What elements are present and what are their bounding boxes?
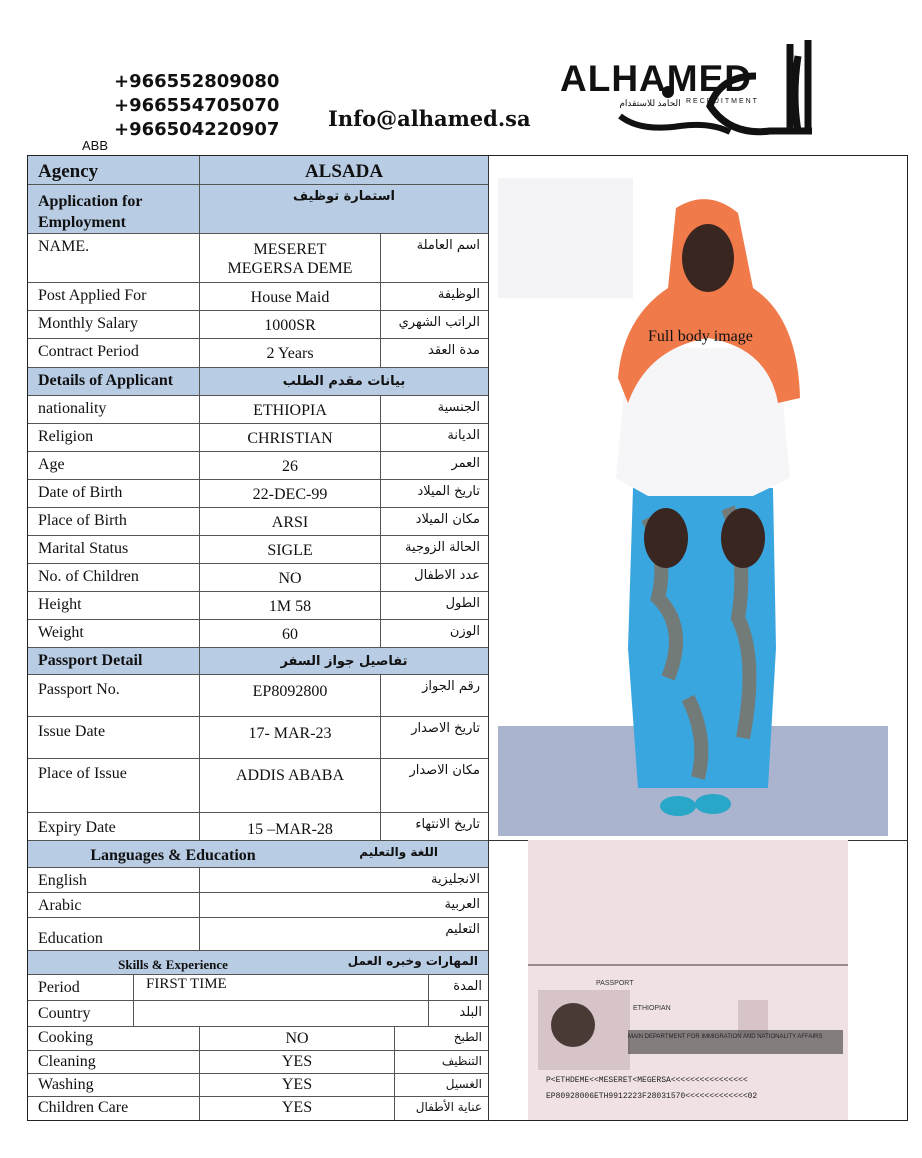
detail-value: NO xyxy=(200,564,381,591)
detail-label: Weight xyxy=(28,620,200,647)
detail-value: 60 xyxy=(200,620,381,647)
skill-row xyxy=(28,1097,488,1120)
agency-label: Agency xyxy=(28,156,200,184)
field-label: Contract Period xyxy=(28,339,200,367)
field-label: Post Applied For xyxy=(28,283,200,310)
phone-numbers xyxy=(114,70,279,142)
passport-value: 15 –MAR-28 xyxy=(200,813,381,840)
detail-arabic: العمر xyxy=(451,456,480,471)
detail-arabic: تاريخ الميلاد xyxy=(417,484,480,499)
agency-value: ALSADA xyxy=(304,161,384,182)
detail-arabic: الحالة الزوجية xyxy=(405,540,480,555)
skill-label: Children Care xyxy=(28,1097,200,1120)
language-arabic: التعليم xyxy=(445,922,480,937)
section-label: Details of Applicant xyxy=(28,368,200,395)
passport-scan xyxy=(528,840,848,1120)
detail-arabic: مكان الميلاد xyxy=(415,512,480,527)
detail-label: Date of Birth xyxy=(28,480,200,507)
passport-arabic: تاريخ الاصدار xyxy=(411,721,480,736)
agency-row xyxy=(28,156,488,185)
detail-arabic: الطول xyxy=(445,596,480,611)
office-code: ABB xyxy=(82,138,109,153)
experience-label: Country xyxy=(28,1001,134,1026)
email-address: Info@alhamed.sa xyxy=(328,106,531,131)
detail-row xyxy=(28,536,488,564)
language-row xyxy=(28,918,488,951)
logo-arabic-text: الحامد للاستقدام xyxy=(619,98,681,108)
phone-number: +966552809080 xyxy=(114,71,280,92)
field-value: House Maid xyxy=(200,283,381,310)
detail-label: Religion xyxy=(28,424,200,451)
field-row xyxy=(28,283,488,311)
section-arabic: بيانات مقدم الطلب xyxy=(282,374,406,389)
language-label: Education xyxy=(28,918,200,950)
skill-arabic: التنظيف xyxy=(441,1054,482,1068)
language-arabic: الانجليزية xyxy=(430,872,480,887)
skill-label: Cooking xyxy=(28,1027,200,1050)
skill-row xyxy=(28,1074,488,1097)
detail-value: 22-DEC-99 xyxy=(200,480,381,507)
language-value xyxy=(200,893,381,917)
experience-value: FIRST TIME xyxy=(134,975,429,1000)
detail-row xyxy=(28,508,488,536)
passport-mrz-line: P<ETHDEME<<MESERET<MEGERSA<<<<<<<<<<<<<<<< xyxy=(546,1076,748,1085)
language-row xyxy=(28,893,488,918)
experience-arabic: المدة xyxy=(453,979,482,994)
detail-row xyxy=(28,424,488,452)
section-label: Skills & Experience xyxy=(118,957,228,972)
experience-row xyxy=(28,975,488,1001)
field-value: MESERET MEGERSA DEME xyxy=(200,234,381,282)
language-label: Arabic xyxy=(28,893,200,917)
logo-sub-text: RECRUITMENT xyxy=(686,98,759,105)
field-label: Monthly Salary xyxy=(28,311,200,338)
photo-caption: Full body image xyxy=(648,328,753,345)
language-value xyxy=(200,918,381,950)
field-label: NAME. xyxy=(28,234,200,282)
experience-row xyxy=(28,1001,488,1027)
detail-label: Height xyxy=(28,592,200,619)
passport-value: ADDIS ABABA xyxy=(200,759,381,812)
detail-row xyxy=(28,592,488,620)
detail-row xyxy=(28,452,488,480)
field-value: 2 Years xyxy=(200,339,381,367)
detail-value: ETHIOPIA xyxy=(200,396,381,423)
language-row xyxy=(28,868,488,893)
detail-value: 1M 58 xyxy=(200,592,381,619)
detail-label: Place of Birth xyxy=(28,508,200,535)
passport-arabic: رقم الجواز xyxy=(422,679,480,694)
passport-label: Expiry Date xyxy=(28,813,200,840)
passport-value: 17- MAR-23 xyxy=(200,717,381,758)
skill-value: YES xyxy=(200,1097,395,1120)
languages-section-header xyxy=(28,841,488,868)
passport-label: Passport No. xyxy=(28,675,200,716)
section-label: Languages & Education xyxy=(90,847,256,864)
skill-label: Washing xyxy=(28,1074,200,1096)
passport-mrz-line: EP80928006ETH9912223F28031570<<<<<<<<<<<<<02 xyxy=(546,1092,758,1101)
detail-value: SIGLE xyxy=(200,536,381,563)
application-label: Application for Employment xyxy=(28,185,200,233)
company-logo xyxy=(560,36,820,144)
experience-arabic: البلد xyxy=(459,1005,482,1020)
detail-row xyxy=(28,396,488,424)
skill-value: YES xyxy=(200,1074,395,1096)
detail-label: No. of Children xyxy=(28,564,200,591)
passport-value: EP8092800 xyxy=(200,675,381,716)
passport-section-header xyxy=(28,648,488,675)
passport-nationality: ETHIOPIAN xyxy=(633,1005,671,1012)
application-row xyxy=(28,185,488,234)
detail-label: Marital Status xyxy=(28,536,200,563)
skill-label: Cleaning xyxy=(28,1051,200,1073)
detail-arabic: الوزن xyxy=(449,624,480,639)
passport-arabic: مكان الاصدار xyxy=(409,763,480,778)
passport-label: Issue Date xyxy=(28,717,200,758)
phone-number: +966504220907 xyxy=(114,119,280,140)
skills-section-header xyxy=(28,951,488,975)
section-label: Passport Detail xyxy=(28,648,200,674)
field-value: 1000SR xyxy=(200,311,381,338)
section-arabic: المهارات وخبره العمل xyxy=(347,954,478,968)
person-photo-icon xyxy=(498,178,888,836)
skill-arabic: عناية الأطفال xyxy=(415,1100,482,1114)
passport-heading: PASSPORT xyxy=(596,980,634,987)
full-body-photo xyxy=(498,178,888,836)
passport-row xyxy=(28,675,488,717)
skill-value: NO xyxy=(200,1027,395,1050)
phone-number: +966554705070 xyxy=(114,95,280,116)
language-label: English xyxy=(28,868,200,892)
detail-arabic: الجنسية xyxy=(437,400,480,415)
skill-arabic: الطبخ xyxy=(453,1030,482,1044)
detail-value: CHRISTIAN xyxy=(200,424,381,451)
field-arabic: اسم العاملة xyxy=(416,238,480,253)
detail-value: ARSI xyxy=(200,508,381,535)
section-arabic: اللغة والتعليم xyxy=(359,845,438,859)
detail-label: Age xyxy=(28,452,200,479)
detail-row xyxy=(28,480,488,508)
application-arabic: استمارة توظيف xyxy=(293,189,395,204)
detail-row xyxy=(28,620,488,648)
field-arabic: مدة العقد xyxy=(428,343,480,358)
experience-value xyxy=(134,1001,429,1026)
details-section-header xyxy=(28,368,488,396)
language-value xyxy=(200,868,381,892)
column-divider xyxy=(488,155,489,1121)
field-row xyxy=(28,311,488,339)
logo-latin-text: ALHAMED xyxy=(560,58,752,99)
detail-label: nationality xyxy=(28,396,200,423)
detail-arabic: الديانة xyxy=(447,428,480,443)
passport-row xyxy=(28,717,488,759)
detail-row xyxy=(28,564,488,592)
passport-label: Place of Issue xyxy=(28,759,200,812)
passport-row xyxy=(28,813,488,841)
skill-row xyxy=(28,1051,488,1074)
section-arabic: تفاصيل جواز السفر xyxy=(280,654,408,669)
language-arabic: العربية xyxy=(444,897,480,912)
field-row xyxy=(28,339,488,368)
skill-arabic: الغسيل xyxy=(445,1077,482,1091)
detail-arabic: عدد الاطفال xyxy=(414,568,480,583)
field-row xyxy=(28,234,488,283)
passport-authority: MAIN DEPARTMENT FOR IMMIGRATION AND NATIONALITY AFFAIRS xyxy=(628,1034,823,1040)
detail-value: 26 xyxy=(200,452,381,479)
field-arabic: الوظيفة xyxy=(437,287,480,302)
passport-row xyxy=(28,759,488,813)
skill-row xyxy=(28,1027,488,1051)
passport-arabic: تاريخ الانتهاء xyxy=(415,817,480,832)
skill-value: YES xyxy=(200,1051,395,1073)
experience-label: Period xyxy=(28,975,134,1000)
field-arabic: الراتب الشهري xyxy=(398,315,480,330)
